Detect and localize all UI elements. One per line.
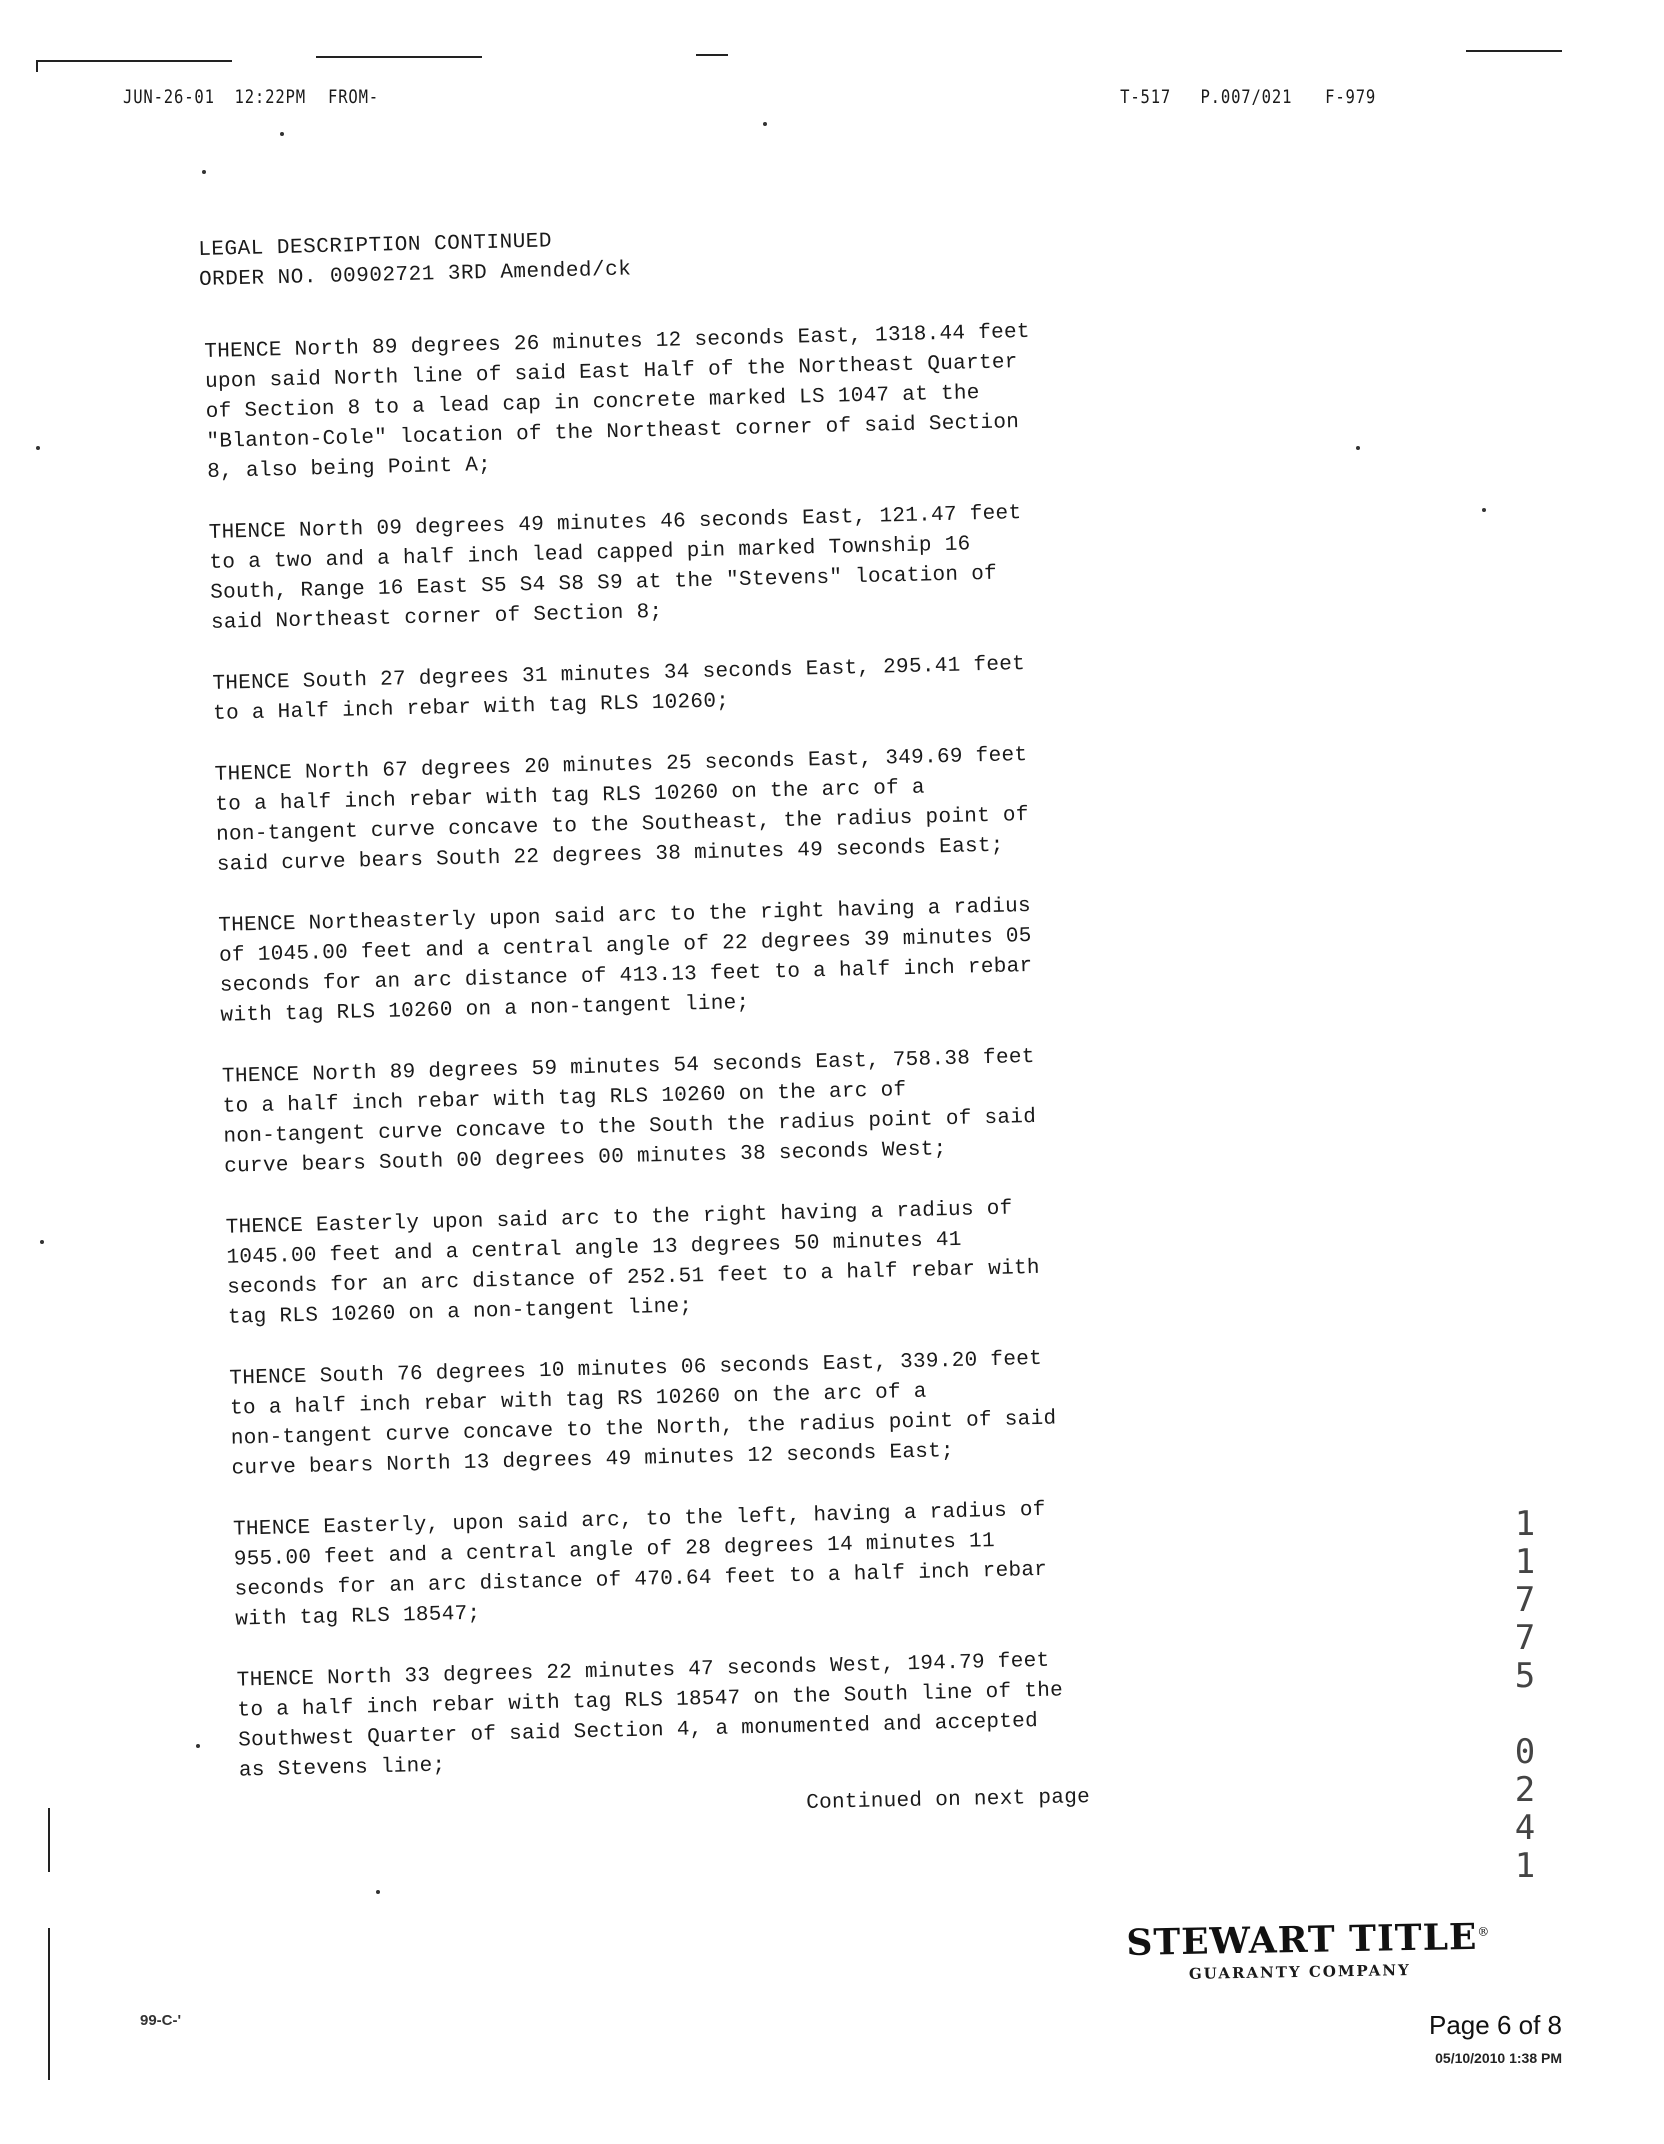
logo-subtitle: GUARANTY COMPANY	[1188, 1961, 1411, 1983]
fax-transmit-id: T-517	[1120, 86, 1172, 108]
heading-title: LEGAL DESCRIPTION CONTINUED	[198, 230, 553, 262]
scan-rule	[1466, 50, 1562, 52]
stamp-digit: 7	[1514, 1618, 1536, 1658]
course-paragraph: THENCE South 76 degrees 10 minutes 06 seconds East, 339.20 feet to a half inch rebar with tag RS 10260 on the arc of a non-tangent curve concave to the North, the radius point of said curve bears North 13 degrees 49 minutes 12 seconds East;	[229, 1347, 1057, 1481]
fax-page: P.007/021	[1200, 86, 1293, 108]
continued-note: Continued on next page	[806, 1786, 1091, 1815]
course-paragraph: THENCE North 89 degrees 26 minutes 12 seconds East, 1318.44 feet upon said North line of said East Half of the Northeast Quarter of Section 8 to a lead cap in concrete marked LS 1047 at the "Blanton-Cole" location of the Northeast corner of said Section 8, also being Point A;	[204, 320, 1031, 484]
stamp-digit: 1	[1514, 1846, 1536, 1886]
scan-rule	[316, 56, 482, 58]
fax-time: 12:22PM	[234, 86, 306, 108]
print-timestamp: 05/10/2010 1:38 PM	[1435, 2050, 1562, 2066]
fax-id: F-979	[1325, 86, 1377, 108]
fax-from: FROM-	[328, 86, 380, 108]
scan-rule	[48, 1928, 50, 2080]
scan-rule	[36, 60, 232, 62]
fax-header	[0, 86, 1377, 116]
scan-speck	[1356, 446, 1360, 450]
course-paragraph: THENCE North 89 degrees 59 minutes 54 seconds East, 758.38 feet to a half inch rebar with tag RLS 10260 on the arc of non-tangent curve concave to the South the radius point of said curve bears South 00 degrees 00 minutes 38 seconds West;	[221, 1045, 1037, 1179]
scan-speck	[36, 446, 40, 450]
course-paragraph: THENCE Easterly upon said arc to the right having a radius of 1045.00 feet and a central angle 13 degrees 50 minutes 41 seconds for an arc distance of 252.51 feet to a half rebar with tag RLS 10260 on a non-tangent line;	[225, 1197, 1041, 1330]
course-paragraph: THENCE Northeasterly upon said arc to the right having a radius of 1045.00 feet and a central angle of 22 degrees 39 minutes 05 seconds for an arc distance of 413.13 feet to a half inch rebar with tag RLS 10260 on a non-tangent line;	[218, 894, 1033, 1028]
form-code: 99-C-'	[140, 2012, 182, 2029]
stamp-digit: 2	[1514, 1770, 1536, 1810]
registered-mark: ®	[1477, 1924, 1491, 1939]
page-number: Page 6 of 8	[1429, 2010, 1562, 2040]
fax-date: JUN-26-01	[123, 86, 215, 108]
scan-rule	[36, 60, 38, 72]
stewart-title-logo	[1126, 1915, 1527, 1984]
stamp-digit: 1	[1514, 1504, 1536, 1544]
order-number: ORDER NO. 00902721 3RD Amended/ck	[198, 258, 632, 292]
course-paragraph: THENCE North 33 degrees 22 minutes 47 seconds West, 194.79 feet to a half inch rebar with tag RLS 18547 on the South line of the Southwest Quarter of said Section 4, a monumented and accepted as Stevens line;	[236, 1649, 1064, 1783]
recording-number-stamp	[1505, 1505, 1545, 1885]
scan-speck	[763, 122, 767, 126]
legal-description-body	[204, 314, 1240, 1818]
course-paragraph: THENCE Easterly, upon said arc, to the left, having a radius of 955.00 feet and a central angle of 28 degrees 14 minutes 11 seconds for an arc distance of 470.64 feet to a half inch rebar with tag RLS 18547;	[232, 1498, 1048, 1632]
course-paragraph: THENCE South 27 degrees 31 minutes 34 seconds East, 295.41 feet to a Half inch rebar with tag RLS 10260;	[212, 653, 1026, 726]
scan-speck	[202, 170, 206, 174]
logo-wordmark: STEWART TITLE	[1126, 1915, 1478, 1964]
scan-speck	[1482, 508, 1486, 512]
scan-rule	[48, 1808, 50, 1872]
scan-rule	[696, 54, 728, 56]
course-paragraph: THENCE North 67 degrees 20 minutes 25 seconds East, 349.69 feet to a half inch rebar with tag RLS 10260 on the arc of a non-tangent curve concave to the Southeast, the radius point of said curve bears South 22 degrees 38 minutes 49 seconds East;	[214, 744, 1030, 877]
document-heading	[198, 225, 632, 296]
stamp-digit: 0	[1514, 1732, 1536, 1772]
scan-speck	[196, 1744, 200, 1748]
stamp-digit: 5	[1514, 1656, 1536, 1696]
scan-speck	[280, 132, 284, 136]
course-paragraph: THENCE North 09 degrees 49 minutes 46 seconds East, 121.47 feet to a two and a half inch lead capped pin marked Township 16 South, Range 16 East S5 S4 S8 S9 at the "Stevens" location of said Northeast corner of Section 8;	[208, 502, 1022, 635]
scan-speck	[376, 1890, 380, 1894]
stamp-digit: 7	[1514, 1580, 1536, 1620]
scan-speck	[40, 1240, 44, 1244]
stamp-digit: 1	[1514, 1542, 1536, 1582]
stamp-digit	[1505, 1695, 1545, 1733]
stamp-digit: 4	[1514, 1808, 1536, 1848]
